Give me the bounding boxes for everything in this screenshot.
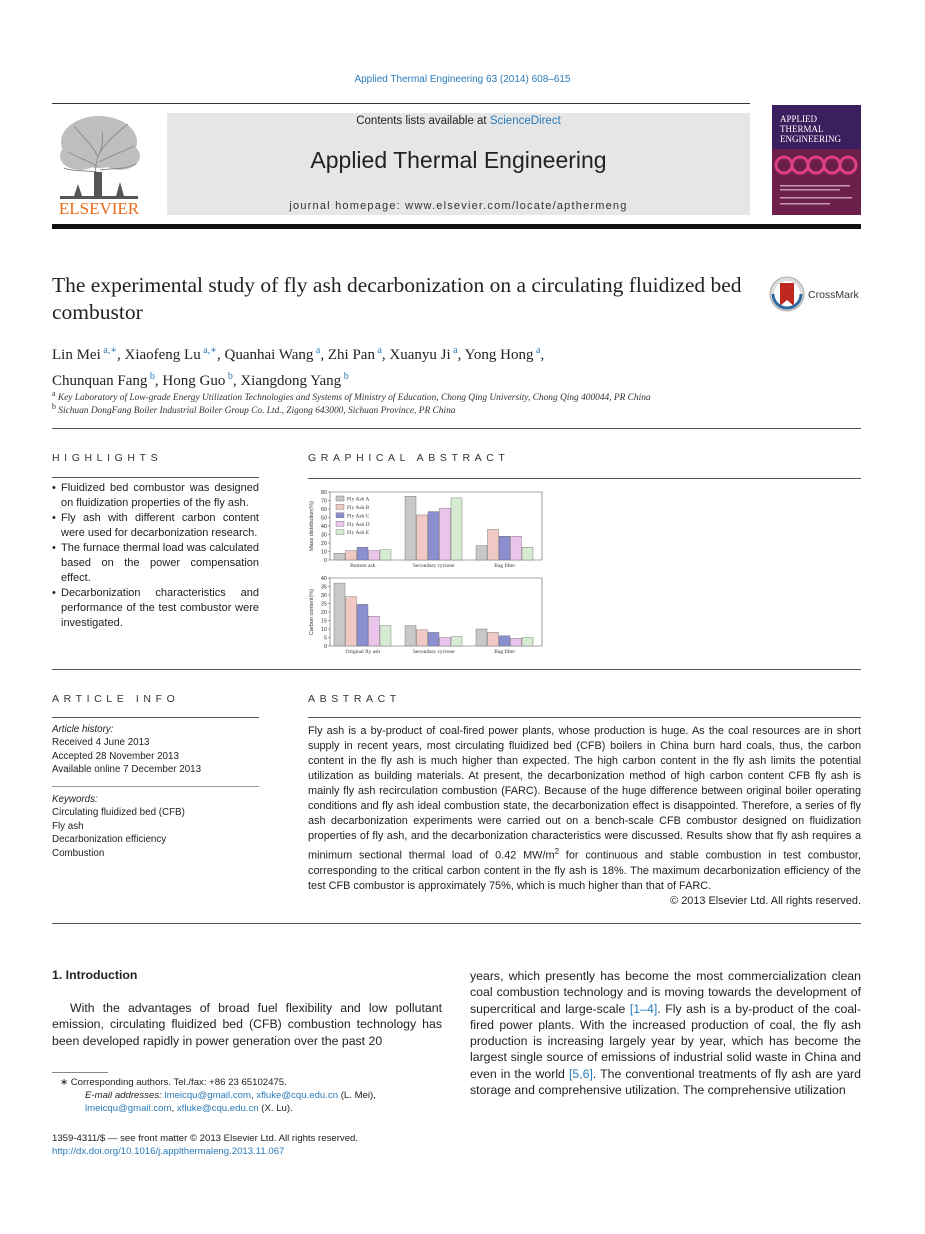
highlight-item: • Fly ash with different carbon content were used for decarbonization research. [52,511,259,541]
graphical-abstract-heading: GRAPHICAL ABSTRACT [308,452,510,464]
affiliation-text: Key Laboratory of Low-grade Energy Utilization Technologies and Systems of Ministry of Education, Chong Qing University, Chong Qing 400044, PR China [57,393,651,404]
chart-bar [369,551,380,560]
intro-text: years, which presently has become the most commercialization clean coal combustion technology and is moving towards the development of supercritical and large-scale [470,969,861,1016]
email-label: E-mail addresses: [85,1090,162,1101]
chart-bar [369,616,380,646]
chart-bar [522,638,533,647]
abstract-heading: ABSTRACT [308,693,401,705]
cover-title-line2: THERMAL [780,124,824,134]
author-affiliation-mark[interactable]: a [374,345,382,356]
author-separator: , [320,347,328,363]
chart-y-axis-label: Mass distribution(%) [309,501,315,551]
chart-bar [417,515,428,560]
author-affiliation-mark[interactable]: b [225,371,233,382]
chart-y-tick-label: 10 [320,627,327,633]
keyword-item: Fly ash [52,820,84,832]
chart-category-label: Secondary cyclone [412,649,455,655]
chart-y-tick-label: 20 [320,610,327,616]
affiliation-text: Sichuan DongFang Boiler Industrial Boiler Group Co. Ltd., Zigong 643000, Sichuan Province, PR China [58,406,456,417]
chart-legend-label: Fly Ash A [347,496,370,503]
chart-bar [380,626,391,646]
author-affiliation-mark[interactable]: a [313,345,321,356]
keywords-label: Keywords: [52,794,98,805]
contents-line [167,115,750,127]
author-line-1 [52,340,812,366]
chart-y-tick-label: 5 [323,635,327,642]
footnote-rule [52,1072,108,1073]
chart-bar [511,638,522,646]
highlight-item: • Fluidized bed combustor was designed on fluidization properties of the fly ash. [52,481,259,511]
email-link[interactable]: lmeicqu@gmail.com [85,1103,172,1114]
cover-title-line3: ENGINEERING [780,134,841,144]
chart-legend-label: Fly Ash C [347,513,370,520]
chart-bar [440,638,451,647]
introduction-heading: 1. Introduction [52,968,138,982]
elsevier-wordmark: ELSEVIER [58,199,140,216]
doi-link[interactable]: http://dx.doi.org/10.1016/j.applthermaleng.2013.11.067 [52,1146,285,1157]
email-link[interactable]: xfluke@cqu.edu.cn [256,1090,339,1101]
received-date: Received 4 June 2013 [52,737,150,749]
chart-bar [440,508,451,560]
author-name[interactable]: Xuanyu Ji [389,347,451,363]
section-rule [52,428,861,429]
author-name[interactable]: Hong Guo [162,373,226,389]
chart-bar [346,551,357,560]
chart-bar [476,629,487,646]
chart-y-tick-label: 20 [320,541,327,547]
crossmark-icon [769,276,805,312]
chart-bar [380,550,391,560]
chart-y-tick-label: 40 [320,524,327,530]
chart-category-label: Original fly ash [345,649,381,655]
chart-bar [405,496,416,560]
chart-bar [488,529,499,560]
highlight-item: • The furnace thermal load was calculated based on the power compensation effect. [52,541,259,586]
author-separator: , [232,373,241,389]
chart-legend-label: Fly Ash B [347,505,370,511]
section-rule [52,669,861,670]
affiliation-mark: a [52,389,56,398]
crossmark-badge[interactable] [769,276,864,314]
crossmark-label: CrossMark [808,289,859,301]
author-affiliation-mark[interactable]: a [533,345,541,356]
citation-link[interactable]: [5,6] [568,1066,593,1081]
chart-y-tick-label: 30 [320,593,327,599]
chart-category-label: Bag filter [494,649,516,655]
highlights-rule [52,477,259,478]
author-separator: , [216,347,225,363]
abstract-text: Fly ash is a by-product of coal-fired power plants, whose production is huge. As the coal resources are in short supply in recent years, most circulating fluidized bed (CFB) boilers in China burn hard coals, thus, the carbon content in the fly ash is much higher than expected. The high carbon content in the fly ash limits the potential utilization as building materials. At present, the decarbonization method of high carbon content CFB fly ash is mainly fly ash recirculation combustion (FARC). Because of the huge difference between original boiler operating conditions and fly ash ideal combustion state, the decarbonization effect is disappointed. Therefore, a series of fly ash decarbonization experiments were carried out on a bench-scale CFB combustor designed on fluidization properties of fly ash, and the decarbonization characteristics were discussed. Results show that fly ash requires a minimum sectional thermal load of 0.42 MW/m [308,725,861,862]
author-separator: , [381,347,390,363]
article-info-heading: ARTICLE INFO [52,693,180,705]
intro-text: . The conventional treatments of fly ash are yard storage and comprehensive utilization. The comprehensive utilization [470,1066,861,1098]
author-name[interactable]: Xiaofeng Lu [124,347,201,363]
chart-category-label: Bag filter [494,563,516,569]
keyword-item: Circulating fluidized bed (CFB) [52,807,185,819]
author-name[interactable]: Xiangdong Yang [240,373,342,389]
author-separator: , [154,373,163,389]
journal-title: Applied Thermal Engineering [310,147,607,173]
author-separator: , [117,347,125,363]
citation-link[interactable]: [1–4] [629,1001,658,1016]
chart-bar [476,546,487,560]
graphical-abstract-rule [308,478,861,479]
corresponding-footnote: ∗ Corresponding authors. Tel./fax: +86 23 65102475. E-mail addresses: lmeicqu@gmail.com, xfluke@cqu.edu.cn (L. Mei), lmeicqu@gmail.com, xfluke@cqu.edu.cn (X. Lu). [52,1076,442,1115]
journal-banner [167,113,750,215]
chart-bar [428,632,439,646]
article-history [52,723,259,777]
journal-homepage[interactable]: journal homepage: www.elsevier.com/locate/apthermeng [289,200,628,212]
author-affiliation-mark[interactable]: a,∗ [100,345,117,356]
author-affiliation-mark[interactable]: a [450,345,458,356]
article-info-rule [52,717,259,718]
author-separator: , [457,347,465,363]
chart-y-tick-label: 60 [320,507,327,513]
chart-bar [334,583,345,646]
chart-legend-swatch [336,496,344,501]
abstract-body [308,724,861,909]
chart-bar [499,636,510,646]
chart-bar [451,498,462,560]
chart-y-tick-label: 0 [323,644,327,650]
chart-y-tick-label: 10 [320,549,327,556]
author-name[interactable]: Quanhai Wang [224,347,314,363]
elsevier-tree-icon [52,112,146,216]
chart-y-tick-label: 80 [320,490,327,496]
author-list [52,340,812,392]
graphical-abstract-chart [306,486,551,658]
chart-category-label: Secondary cyclone [412,563,455,569]
abstract-rule [308,717,861,718]
chart-y-tick-label: 50 [320,515,327,522]
chart-y-tick-label: 15 [320,618,327,625]
issn-line: 1359-4311/$ — see front matter © 2013 Elsevier Ltd. All rights reserved. [52,1133,359,1144]
chart-bar [417,630,428,646]
affiliation-a [52,389,852,403]
chart-y-tick-label: 30 [320,532,327,539]
keywords [52,793,259,860]
affiliation-mark: b [52,402,56,411]
introduction-right-column [470,968,861,1098]
corresponding-author: ∗ Corresponding authors. Tel./fax: +86 23 65102475. [60,1077,287,1088]
chart-bar [451,637,462,646]
author-name[interactable]: Chunquan Fang [52,373,148,389]
chart-y-tick-label: 25 [320,601,327,608]
elsevier-logo[interactable] [52,112,146,216]
email-link[interactable]: lmeicqu@gmail.com [164,1090,251,1101]
highlights-heading: HIGHLIGHTS [52,452,163,464]
journal-reference[interactable]: Applied Thermal Engineering 63 (2014) 608–615 [354,74,571,85]
email-owner: (X. Lu). [261,1103,293,1114]
graphical-abstract-figure [306,486,551,658]
author-name[interactable]: Zhi Pan [327,347,375,363]
chart-y-tick-label: 70 [320,498,327,505]
abstract-text-cont: for continuous and stable combustion in test combustor, corresponding to the critical carbon content in the fly ash is 18%. The maximum decarbonization efficiency of the test CFB combustor is approximately 75%, which is much higher than that of FARC. [308,849,861,892]
keyword-item: Decarbonization efficiency [52,834,167,846]
author-affiliation-mark[interactable]: a,∗ [200,345,217,356]
chart-bar [522,547,533,560]
chart-bar [511,536,522,560]
chart-legend-swatch [336,513,344,518]
affiliation-b [52,402,852,416]
cover-title-line1: APPLIED [780,114,818,124]
article-history-label: Article history: [52,724,114,735]
introduction-left-column: With the advantages of broad fuel flexibility and low pollutant emission, circulating fluidized bed (CFB) combustion technology has been developed rapidly in power generation over the past 20 [52,1001,442,1048]
accepted-date: Accepted 28 November 2013 [52,750,179,762]
chart-y-tick-label: 40 [320,576,327,582]
highlights-list [52,481,259,631]
author-name[interactable]: Lin Mei [52,347,101,363]
chart-legend-swatch [336,521,344,526]
header-rule [52,103,750,104]
email-link[interactable]: xfluke@cqu.edu.cn [176,1103,259,1114]
section-rule [52,923,861,924]
chart-legend-label: Fly Ash E [347,530,370,537]
chart-bar [346,597,357,646]
article-info-divider [52,786,259,787]
chart-bar [357,604,368,646]
contents-prefix: Contents lists available at [356,115,490,127]
chart-y-tick-label: 35 [320,584,327,591]
highlight-item: • Decarbonization characteristics and performance of the test combustor were investigated. [52,586,259,631]
article-title: The experimental study of fly ash decarbonization on a circulating fluidized bed combustor [52,273,742,324]
chart-bar [357,547,368,560]
keyword-item: Combustion [52,847,105,859]
chart-bar [428,512,439,560]
chart-bar [488,632,499,646]
chart-bar [405,626,416,646]
abstract-superscript: 2 [554,847,560,856]
abstract-copyright: © 2013 Elsevier Ltd. All rights reserved. [670,894,861,907]
author-affiliation-mark[interactable]: b [341,371,349,382]
chart-legend-swatch [336,530,344,535]
chart-y-axis-label: Carbon content(%) [309,588,315,636]
chart-legend-label: Fly Ash D [347,521,370,528]
email-owner: (L. Mei), [340,1090,376,1101]
intro-text: . Fly ash is a by-product of the coal-fired power plants. With the increased production of coal, the fly ash production is increasing largely year by year, which has become the largest single source of emissions of industrial solid waste in China and even in the world [470,1001,862,1081]
cover-art-icon [772,105,861,215]
chart-y-tick-label: 0 [323,558,327,564]
chart-legend-swatch [336,504,344,509]
sciencedirect-link[interactable]: ScienceDirect [489,115,561,127]
header-thick-rule [52,224,861,229]
journal-cover[interactable] [772,105,861,215]
author-separator: , [540,347,545,363]
author-affiliation-mark[interactable]: b [147,371,155,382]
chart-category-label: Bottom ash [350,563,376,569]
author-name[interactable]: Yong Hong [464,347,534,363]
chart-bar [334,553,345,560]
online-date: Available online 7 December 2013 [52,764,202,776]
chart-bar [499,536,510,560]
